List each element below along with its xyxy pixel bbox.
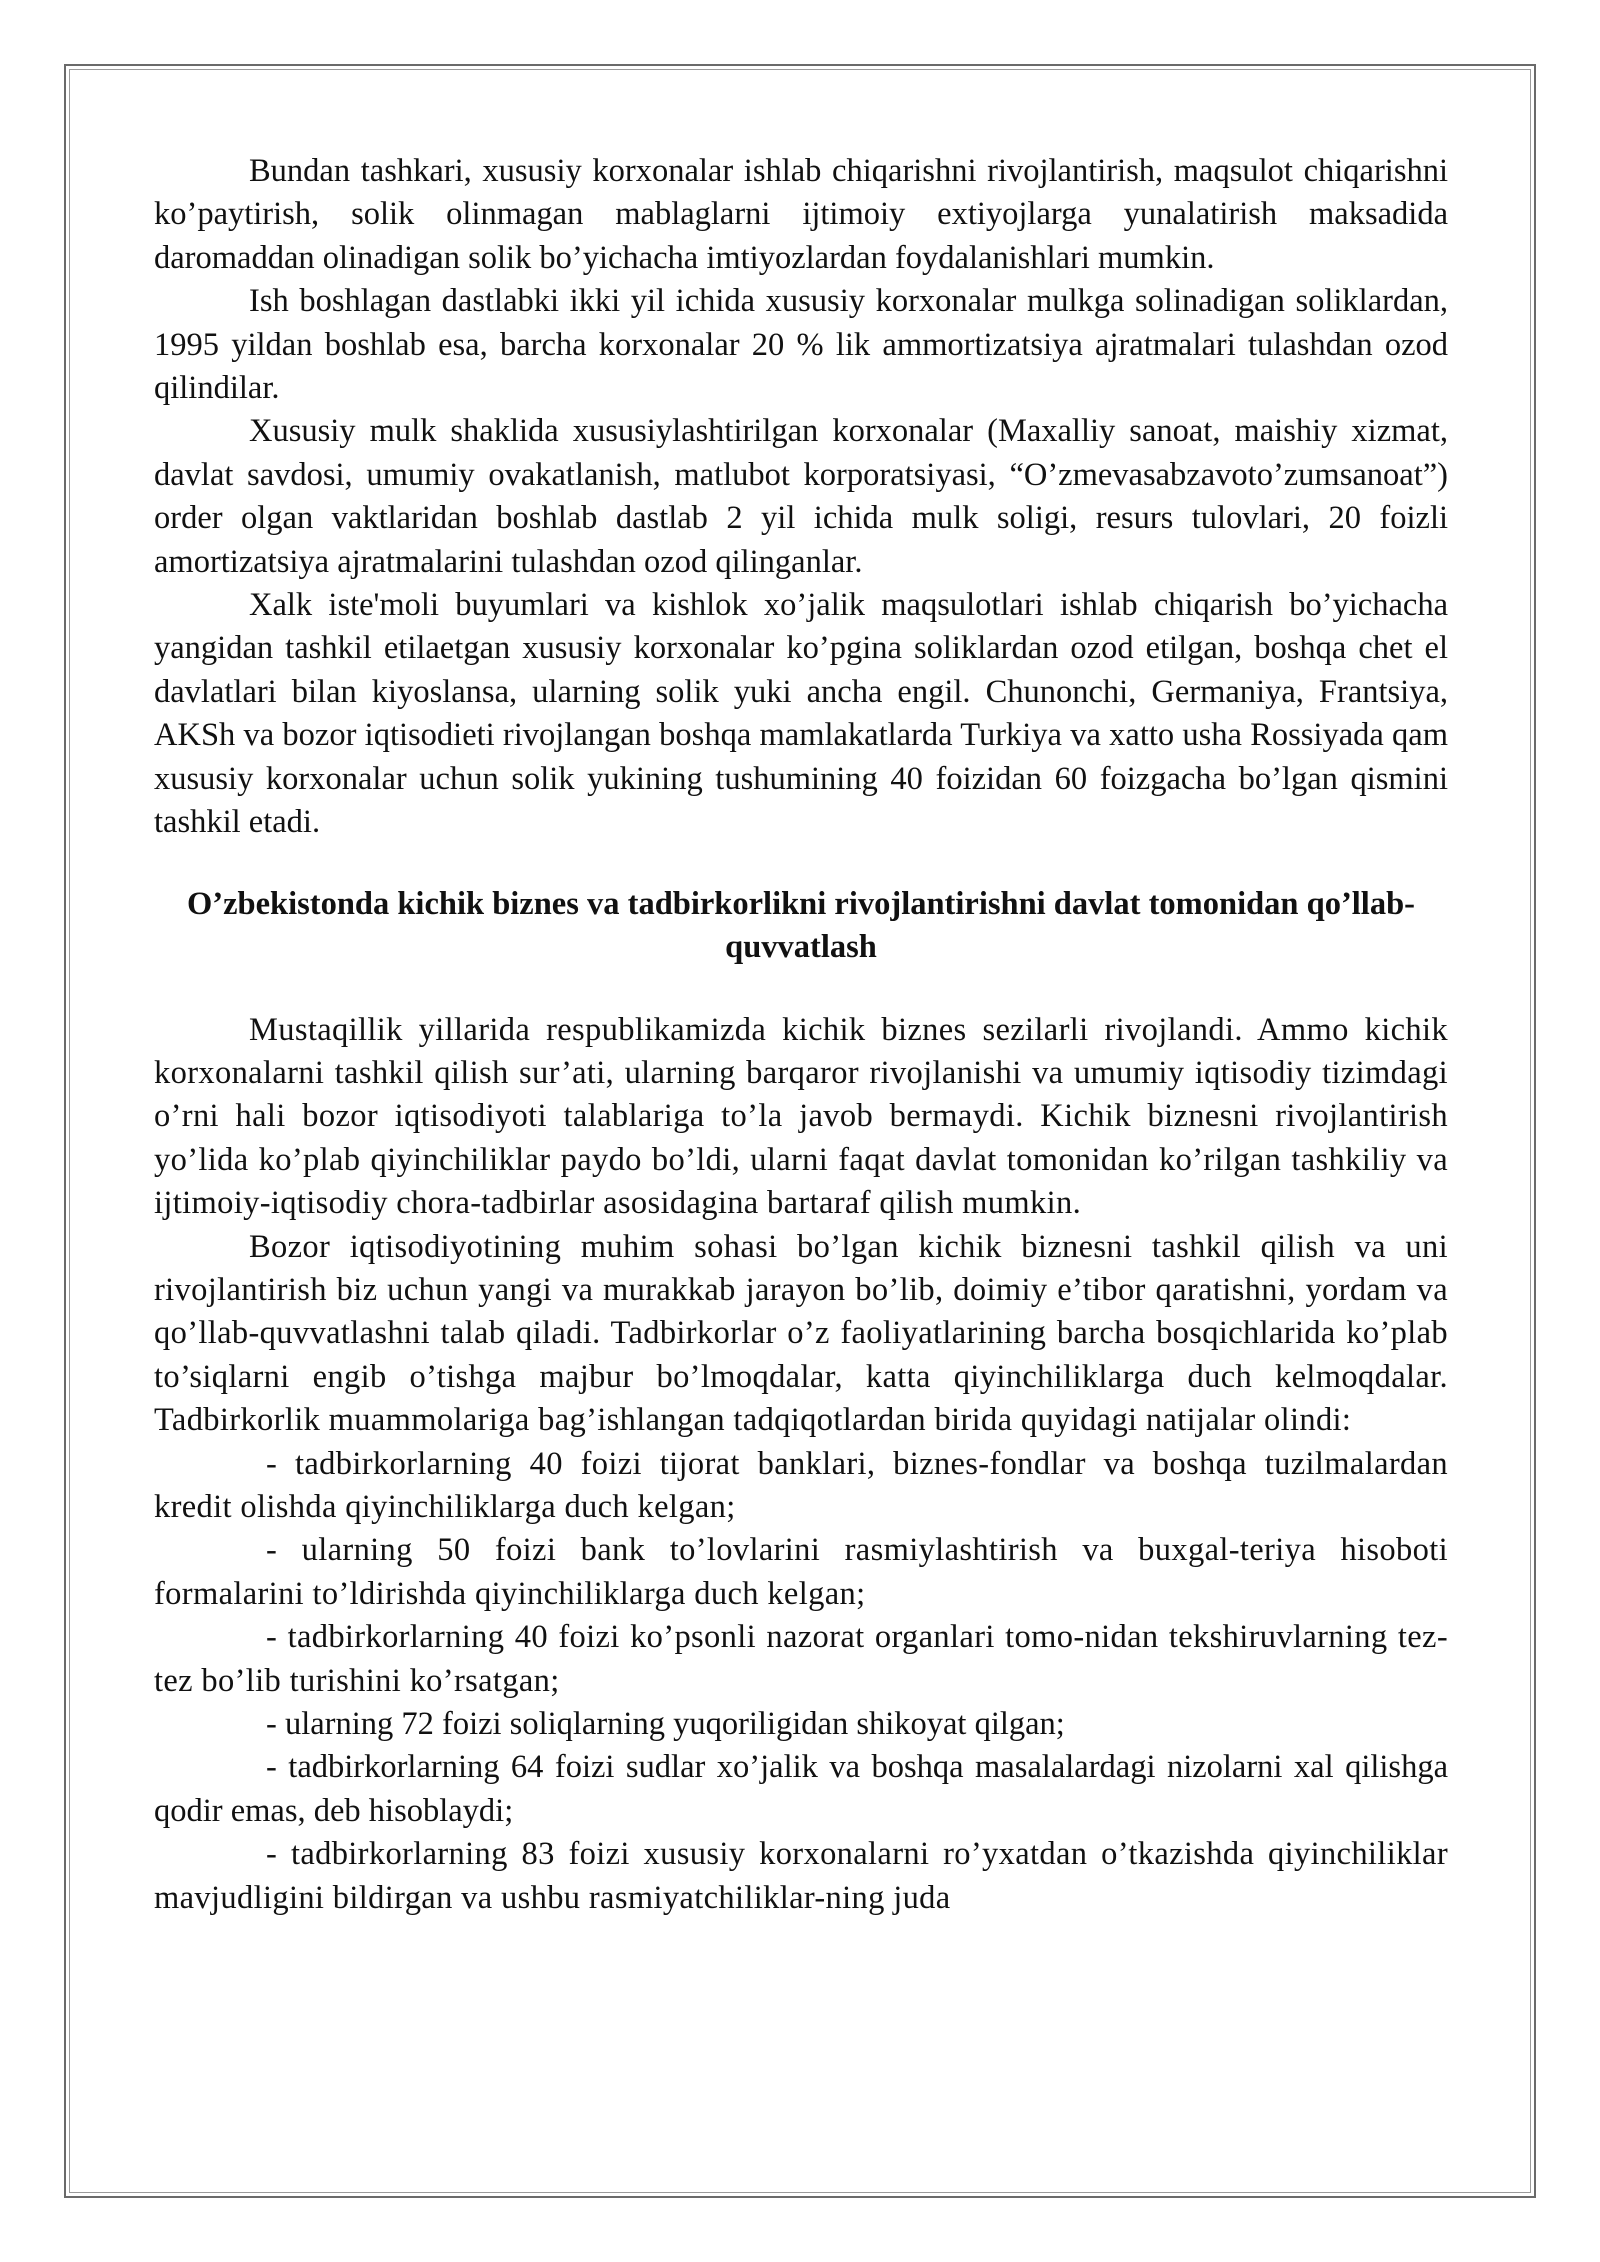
paragraph-tax-burden-comparison: Xalk iste'moli buyumlari va kishlok xo’jalik maqsulotlari ishlab chiqarish bo’yichacha yangidan tashkil etilaetgan xususiy korxonalar ko’pgina soliklardan ozod etilgan, boshqa chet el davlatlari bilan kiyoslansa, ularning solik yuki ancha engil. Chunonchi, Germaniya, Frantsiya, AKSh va bozor iqtisodieti rivojlangan boshqa mamlakatlarda Turkiya va xatto usha Rossiyada qam xususiy korxonalar uchun solik yukining tushumining 40 foizidan 60 foizgacha bo’lgan qismini tashkil etadi. bbox=[154, 587, 1448, 841]
paragraph-privatized-enterprises: Xususiy mulk shaklida xususiylashtirilgan korxonalar (Maxalliy sanoat, maishiy xizmat, davlat savdosi, umumiy ovakatlanish, matlubot korporatsiyasi, “O’zmevasabzavoto’zumsanoat”) order olgan vaktlaridan boshlab dastlab 2 yil ichida mulk soligi, resurs tulovlari, 20 foizli amortizatsiya ajratmalarini tulashdan ozod qilinganlar. bbox=[154, 413, 1448, 580]
paragraph-first-years-exemption: Ish boshlagan dastlabki ikki yil ichida xususiy korxonalar mulkga solinadigan soliklardan, 1995 yildan boshlab esa, barcha korxonalar 20 % lik ammortizatsiya ajratmalari tulashdan ozod qilindilar. bbox=[154, 283, 1448, 407]
list-item: - tadbirkorlarning 64 foizi sudlar xo’jalik va boshqa masalalardagi nizolarni xal qilishga qodir emas, deb hisoblaydi; bbox=[154, 1749, 1448, 1829]
list-item: - tadbirkorlarning 40 foizi ko’psonli nazorat organlari tomo-nidan tekshiruvlarning tez-tez bo’lib turishini ko’rsatgan; bbox=[154, 1619, 1448, 1699]
document-body bbox=[154, 150, 1448, 1920]
list-item: - tadbirkorlarning 40 foizi tijorat banklari, biznes-fondlar va boshqa tuzilmalardan kredit olishda qiyinchiliklarga duch kelgan; bbox=[154, 1445, 1448, 1525]
section-heading: O’zbekistonda kichik biznes va tadbirkorlikni rivojlantirishni davlat tomonidan qo’llab-quvvatlash bbox=[186, 885, 1415, 965]
paragraph-tax-benefits: Bundan tashkari, xususiy korxonalar ishlab chiqarishni rivojlantirish, maqsulot chiqarishni ko’paytirish, solik olinmagan mablaglarni ijtimoiy extiyojlarga yunalatirish maksadida daromaddan olinadigan solik bo’yichacha imtiyozlardan foydalanishlari mumkin. bbox=[154, 153, 1448, 276]
paragraph-independence-years: Mustaqillik yillarida respublikamizda kichik biznes sezilarli rivojlandi. Ammo kichik korxonalarni tashkil qilish sur’ati, ularning barqaror rivojlanishi va umumiy iqtisodiy tizimdagi o’rni hali bozor iqtisodiyoti talablariga to’la javob bermaydi. Kichik biznesni rivojlantirish yo’lida ko’plab qiyinchiliklar paydo bo’ldi, ularni faqat davlat tomonidan ko’rilgan tashkiliy va ijtimoiy-iqtisodiy chora-tadbirlar asosidagina bartaraf qilish mumkin. bbox=[154, 1011, 1448, 1222]
list-item: - ularning 72 foizi soliqlarning yuqoriligidan shikoyat qilgan; bbox=[266, 1706, 1065, 1742]
list-item: - ularning 50 foizi bank to’lovlarini rasmiylashtirish va buxgal-teriya hisoboti formalarini to’ldirishda qiyinchiliklarga duch kelgan; bbox=[154, 1532, 1448, 1612]
list-item: - tadbirkorlarning 83 foizi xususiy korxonalarni ro’yxatdan o’tkazishda qiyinchiliklar mavjudligini bildirgan va ushbu rasmiyatchiliklar-ning juda bbox=[154, 1836, 1448, 1916]
paragraph-market-economy: Bozor iqtisodiyotining muhim sohasi bo’lgan kichik biznesni tashkil qilish va uni rivojlantirish biz uchun yangi va murakkab jarayon bo’lib, doimiy e’tibor qaratishni, yordam va qo’llab-quvvatlashni talab qiladi. Tadbirkorlar o’z faoliyatlarining barcha bosqichlarida ko’plab to’siqlarni engib o’tishga majbur bo’lmoqdalar, katta qiyinchiliklarga duch kelmoqdalar. Tadbirkorlik muammolariga bag’ishlangan tadqiqotlardan birida quyidagi natijalar olindi: bbox=[154, 1228, 1448, 1439]
